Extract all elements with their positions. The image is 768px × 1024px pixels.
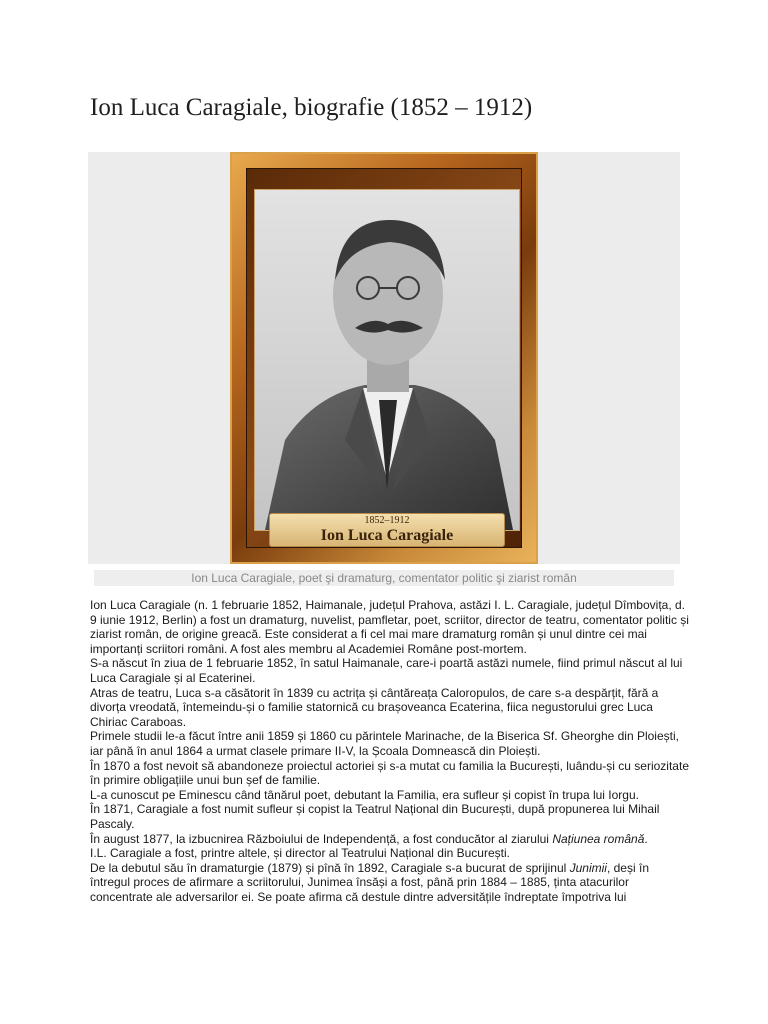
paragraph: În 1871, Caragiale a fost numit sufleur și copist la Teatrul Național din București, după propunerea lui Mihail Pascaly. bbox=[90, 802, 660, 831]
portrait-photo bbox=[254, 189, 520, 531]
plaque-name: Ion Luca Caragiale bbox=[320, 527, 454, 544]
portrait-plaque bbox=[269, 513, 505, 547]
plaque-years: 1852–1912 bbox=[364, 515, 410, 526]
paragraph-text: În august 1877, la izbucnirea Războiului de Independență, a fost conducător al ziarului bbox=[90, 831, 553, 846]
paragraph: În 1870 a fost nevoit să abandoneze proiectul actoriei și s-a mutat cu familia la București, luându-și cu seriozitate în primire obligațiile unui bun șef de familie. bbox=[90, 758, 689, 788]
portrait-image bbox=[255, 190, 519, 530]
society-name: Junimii bbox=[569, 860, 607, 875]
paragraph: I.L. Caragiale a fost, printre altele, și director al Teatrului Național din București. bbox=[90, 846, 510, 861]
paragraph: Ion Luca Caragiale (n. 1 februarie 1852, Haimanale, județul Prahova, astăzi I. L. Caragiale, județul Dîmbovița, d. 9 iunie 1912, Berlin) a fost un dramaturg, nuvelist, pamfletar, poet, scriitor, director de teatru, comentator politic și ziarist român, de origine greacă. Este considerat a fi cel mai mare dramaturg român și unul dintre cei mai importanți scriitori români. A fost ales membru al Academiei Române post-mortem. bbox=[90, 598, 689, 656]
page-title: Ion Luca Caragiale, biografie (1852 – 1912) bbox=[90, 94, 533, 121]
paragraph-text: De la debutul său în dramaturgie (1879) și pînă în 1892, Caragiale s-a bucurat de sprijinul bbox=[90, 860, 570, 875]
paragraph: Atras de teatru, Luca s-a căsătorit în 1839 cu actrița și cântăreața Caloropulos, de care s-a despărțit, fără a divorța vreodată, întemeindu-și o familie statornică cu brașoveanca Ecaterina, fiica negustorului grec Luca Chiriac Caraboas. bbox=[90, 685, 659, 729]
newspaper-title: Națiunea română bbox=[552, 831, 645, 846]
paragraph: S-a născut în ziua de 1 februarie 1852, în satul Haimanale, care-i poartă astăzi numele, fiind primul născut al lui Luca Caragiale și al Ecaterinei. bbox=[90, 656, 683, 685]
paragraph-text: . bbox=[644, 831, 648, 846]
paragraph: L-a cunoscut pe Eminescu când tânărul poet, debutant la Familia, era sufleur și copist în trupa lui Iorgu. bbox=[90, 787, 639, 802]
article-body bbox=[90, 598, 690, 904]
paragraph: Primele studii le-a făcut între anii 1859 și 1860 cu părintele Marinache, de la Biserica Sf. Gheorghe din Ploiești, iar până în anul 1864 a urmat clasele primare II-V, la Școala Domnească din Ploiești. bbox=[90, 729, 679, 758]
portrait-frame-inner bbox=[246, 168, 522, 548]
paragraph bbox=[90, 861, 690, 905]
paragraph-text: , deși în întregul proces de afirmare a scriitorului, Junimea însăși a fost, până prin 1884 – 1885, ținta atacurilor concentrate ale adversarilor ei. Se poate afirma că destule dintre adversitățile îndreptate împotriva lui bbox=[90, 860, 649, 904]
portrait-frame bbox=[230, 152, 538, 564]
image-caption: Ion Luca Caragiale, poet şi dramaturg, comentator politic şi ziarist român bbox=[94, 570, 674, 586]
paragraph bbox=[90, 832, 690, 847]
